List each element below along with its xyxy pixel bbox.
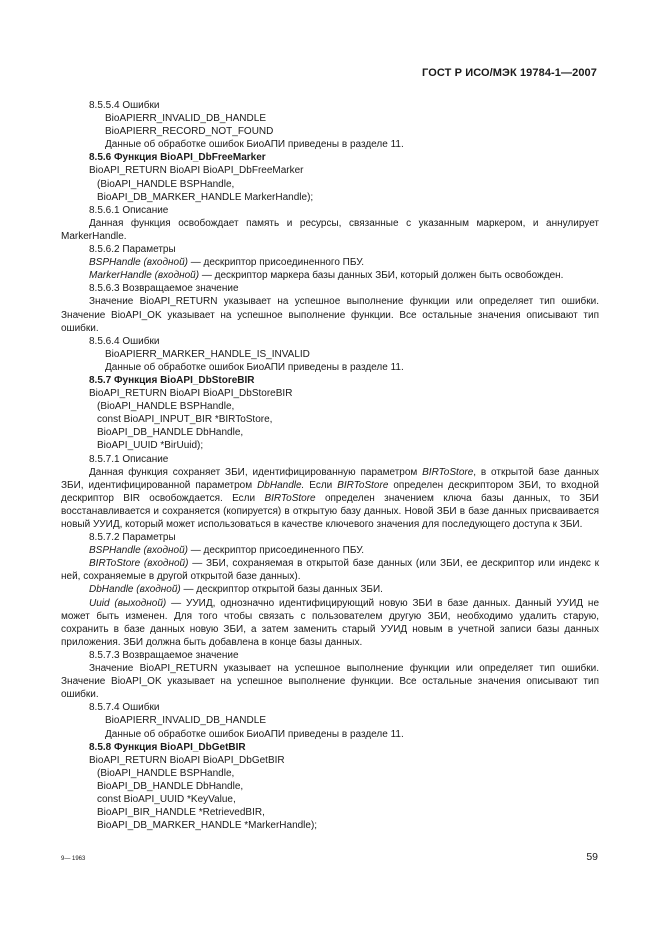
return-value-paragraph: Значение BioAPI_RETURN указывает на успешное выполнение функции или определяет тип ошибки. Значение BioAPI_OK указывает на успешное выполнение функции. Все остальные значения описывают тип ошибки.: [61, 663, 599, 701]
parameter-item: [61, 544, 599, 557]
parameter-name: Uuid (выходной): [89, 597, 167, 609]
parameter-item: [61, 269, 599, 282]
text-run: определен дескриптором ЗБИ, то входной дескриптор BIR освобождается. Если: [61, 479, 600, 504]
signature-line: BioAPI_BIR_HANDLE *RetrievedBIR,: [97, 807, 265, 819]
parameter-ref: BIRToStore: [337, 479, 389, 491]
error-reference: Данные об обработке ошибок БиоАПИ приведены в разделе 11.: [105, 728, 404, 740]
parameter-ref: BIRToStore: [264, 492, 316, 504]
subsection-heading: 8.5.7.4 Ошибки: [89, 702, 160, 714]
subsection-heading: 8.5.6.4 Ошибки: [89, 335, 160, 347]
parameter-item: [61, 557, 599, 583]
parameter-name: BSPHandle (входной): [89, 545, 188, 557]
text-run: определен значением ключа базы данных, то ЗБИ восстанавливается и сохраняется (копируется) в открытую базу данных. Новой ЗБИ в базе данных присваивается новый УУИД, который может использоваться в качестве ключевого значения для последующего доступа к ЗБИ.: [61, 492, 599, 530]
parameter-item: [61, 583, 599, 596]
signature-line: BioAPI_DB_HANDLE DbHandle,: [97, 780, 244, 792]
subsection-heading: 8.5.7.2 Параметры: [89, 532, 176, 544]
error-reference: Данные об обработке ошибок БиоАПИ приведены в разделе 11.: [105, 139, 404, 151]
error-code: BioAPIERR_INVALID_DB_HANDLE: [105, 113, 266, 125]
subsection-heading: 8.5.5.4 Ошибки: [89, 100, 160, 111]
error-code: BioAPIERR_MARKER_HANDLE_IS_INVALID: [105, 348, 310, 360]
signature-line: const BioAPI_INPUT_BIR *BIRToStore,: [97, 414, 273, 426]
parameter-text: — ЗБИ, сохраняемая в открытой базе данных (или ЗБИ, ее дескриптор или индекс к ней, сохраняемые в другой открытой базе данных).: [61, 558, 599, 583]
signature-line: BioAPI_DB_MARKER_HANDLE *MarkerHandle);: [97, 820, 318, 832]
parameter-name: MarkerHandle (входной): [89, 270, 200, 282]
page-number: 59: [586, 851, 598, 863]
signature-line: BioAPI_DB_HANDLE DbHandle,: [97, 427, 244, 439]
subsection-heading: 8.5.6.3 Возвращаемое значение: [89, 283, 239, 295]
parameter-name: BIRToStore (входной): [89, 558, 189, 570]
parameter-text: — дескриптор открытой базы данных ЗБИ.: [180, 584, 383, 596]
signature-line: (BioAPI_HANDLE BSPHandle,: [97, 401, 235, 413]
print-mark: 9— 1963: [61, 856, 86, 862]
parameter-item: [61, 597, 599, 649]
signature-line: BioAPI_RETURN BioAPI BioAPI_DbFreeMarker: [89, 165, 304, 177]
section-title: 8.5.8 Функция BioAPI_DbGetBIR: [89, 741, 246, 753]
subsection-heading: 8.5.7.3 Возвращаемое значение: [89, 649, 239, 661]
text-run: Данная функция сохраняет ЗБИ, идентифицированную параметром: [89, 466, 423, 478]
subsection-heading: 8.5.6.2 Параметры: [89, 244, 176, 256]
parameter-text: — УУИД, однозначно идентифицирующий новую ЗБИ в базе данных. Данный УУИД не может быть изменен. Для того чтобы связать с пользователем другую ЗБИ, необходимо удалить старую, сохранить в базе данных новую ЗБИ, а затем заменить старый УУИД новым в учетной записи базы данных приложения. ЗБИ должна быть добавлена в конце базы данных.: [61, 597, 600, 648]
parameter-ref: DbHandle.: [257, 479, 305, 491]
signature-line: BioAPI_RETURN BioAPI BioAPI_DbGetBIR: [89, 754, 285, 766]
parameter-ref: BIRToStore: [422, 466, 474, 478]
parameter-item: [61, 256, 599, 269]
parameter-text: — дескриптор маркера базы данных ЗБИ, который должен быть освобожден.: [199, 270, 564, 282]
parameter-name: DbHandle (входной): [89, 584, 181, 596]
error-reference: Данные об обработке ошибок БиоАПИ приведены в разделе 11.: [105, 361, 404, 373]
signature-line: BioAPI_RETURN BioAPI BioAPI_DbStoreBIR: [89, 388, 293, 400]
section-title: 8.5.7 Функция BioAPI_DbStoreBIR: [89, 374, 255, 386]
parameter-text: — дескриптор присоединенного ПБУ.: [187, 257, 365, 269]
signature-line: (BioAPI_HANDLE BSPHandle,: [97, 178, 235, 190]
description-paragraph: Данная функция освобождает память и ресурсы, связанные с указанным маркером, и аннулирует MarkerHandle.: [61, 217, 599, 242]
text-run: , в открытой базе данных ЗБИ, идентифицированной параметром: [61, 466, 599, 491]
signature-line: BioAPI_UUID *BirUuid);: [97, 440, 204, 452]
return-value-paragraph: Значение BioAPI_RETURN указывает на успешное выполнение функции или определяет тип ошибки. Значение BioAPI_OK указывает на успешное выполнение функции. Все остальные значения описывают тип ошибки.: [61, 296, 599, 334]
parameter-name: BSPHandle (входной): [89, 257, 188, 269]
signature-line: (BioAPI_HANDLE BSPHandle,: [97, 767, 235, 779]
description-paragraph: [61, 466, 599, 531]
text-run: Если: [304, 479, 338, 491]
document-body: [61, 99, 599, 832]
document-standard-header: ГОСТ Р ИСО/МЭК 19784-1—2007: [422, 67, 597, 79]
error-code: BioAPIERR_RECORD_NOT_FOUND: [105, 126, 274, 138]
signature-line: BioAPI_DB_MARKER_HANDLE MarkerHandle);: [97, 191, 314, 203]
error-code: BioAPIERR_INVALID_DB_HANDLE: [105, 715, 266, 727]
section-title: 8.5.6 Функция BioAPI_DbFreeMarker: [89, 152, 266, 164]
subsection-heading: 8.5.6.1 Описание: [89, 204, 169, 216]
subsection-heading: 8.5.7.1 Описание: [89, 453, 169, 465]
parameter-text: — дескриптор присоединенного ПБУ.: [187, 545, 365, 557]
signature-line: const BioAPI_UUID *KeyValue,: [97, 793, 236, 805]
